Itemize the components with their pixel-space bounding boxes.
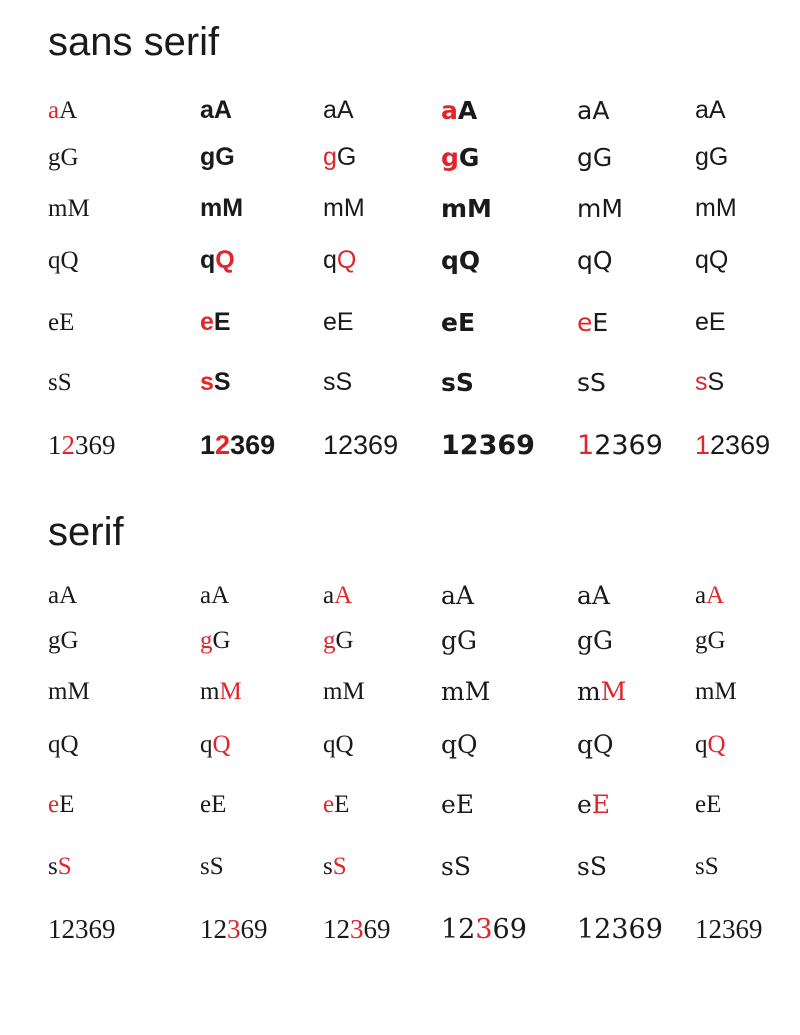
specimen-cell — [48, 628, 79, 653]
specimen-cell — [200, 370, 231, 395]
glyph: mM — [48, 678, 90, 705]
highlighted-glyph: S — [332, 853, 347, 880]
specimen-cell — [323, 854, 347, 879]
specimen-cell — [577, 679, 626, 704]
specimen-cell — [48, 854, 72, 879]
highlighted-glyph: e — [48, 791, 60, 818]
glyph: m — [200, 678, 220, 705]
glyph: eE — [200, 791, 227, 818]
highlighted-glyph: E — [591, 790, 611, 819]
highlighted-glyph: 3 — [227, 914, 241, 944]
glyph: aA — [695, 96, 726, 124]
glyph: eE — [441, 308, 476, 337]
specimen-cell — [323, 98, 354, 123]
section-title-serif: serif — [48, 510, 124, 554]
glyph: E — [59, 791, 75, 818]
glyph: sS — [200, 853, 224, 880]
glyph: qQ — [695, 246, 729, 274]
glyph: 69 — [240, 914, 268, 944]
specimen-cell — [695, 792, 721, 817]
glyph: S — [213, 368, 231, 396]
highlighted-glyph: 3 — [475, 914, 493, 945]
glyph: qQ — [577, 730, 614, 759]
glyph: s — [48, 853, 58, 880]
glyph: 12 — [441, 914, 476, 945]
specimen-cell — [200, 916, 268, 943]
specimen-cell — [695, 310, 726, 335]
highlighted-glyph: e — [200, 308, 214, 336]
specimen-cell — [48, 145, 79, 170]
specimen-cell — [48, 583, 77, 608]
specimen-cell — [577, 916, 663, 943]
specimen-cell — [441, 145, 479, 170]
highlighted-glyph: Q — [707, 731, 726, 758]
specimen-cell — [441, 370, 474, 395]
specimen-cell — [48, 432, 116, 459]
specimen-cell — [695, 370, 724, 395]
specimen-cell — [48, 196, 90, 221]
specimen-cell — [441, 792, 474, 817]
glyph: qQ — [48, 247, 79, 274]
highlighted-glyph: M — [219, 678, 242, 705]
glyph: gG — [200, 143, 235, 171]
specimen-cell — [48, 98, 77, 123]
glyph: 12 — [323, 914, 350, 944]
specimen-cell — [323, 196, 365, 221]
specimen-cell — [695, 196, 737, 221]
glyph: eE — [695, 308, 726, 336]
glyph: aA — [577, 581, 610, 610]
specimen-cell — [441, 732, 478, 757]
highlighted-glyph: a — [441, 96, 458, 125]
specimen-cell — [577, 854, 607, 879]
highlighted-glyph: s — [695, 368, 708, 396]
specimen-cell — [441, 628, 477, 653]
specimen-cell — [441, 916, 527, 943]
highlighted-glyph: e — [577, 308, 593, 337]
specimen-cell — [323, 310, 354, 335]
highlighted-glyph: S — [57, 853, 72, 880]
highlighted-glyph: Q — [215, 246, 235, 274]
specimen-cell — [695, 854, 719, 879]
specimen-cell — [695, 145, 728, 170]
highlighted-glyph: Q — [212, 731, 231, 758]
specimen-cell — [200, 854, 224, 879]
specimen-cell — [200, 196, 243, 221]
highlighted-glyph: 1 — [695, 430, 711, 460]
glyph: A — [457, 96, 478, 125]
specimen-cell — [695, 583, 724, 608]
specimen-cell — [441, 98, 477, 123]
glyph: mM — [441, 677, 491, 706]
highlighted-glyph: Q — [336, 246, 357, 274]
glyph: 12369 — [441, 430, 535, 461]
glyph: sS — [323, 368, 353, 396]
glyph: mM — [695, 678, 737, 705]
glyph: a — [323, 582, 335, 609]
highlighted-glyph: g — [200, 627, 213, 654]
specimen-cell — [200, 145, 235, 170]
specimen-cell — [441, 196, 492, 221]
specimen-cell — [695, 432, 770, 459]
highlighted-glyph: e — [323, 791, 335, 818]
specimen-cell — [577, 432, 663, 459]
specimen-cell — [200, 792, 226, 817]
specimen-cell — [323, 916, 391, 943]
glyph: aA — [200, 96, 232, 124]
glyph: sS — [441, 852, 471, 881]
glyph: A — [59, 97, 78, 124]
glyph: sS — [48, 369, 72, 396]
glyph: sS — [577, 852, 607, 881]
highlighted-glyph: a — [48, 97, 60, 124]
glyph: 12369 — [695, 914, 763, 944]
glyph: eE — [323, 308, 354, 336]
glyph: E — [334, 791, 350, 818]
highlighted-glyph: 2 — [215, 430, 231, 460]
glyph: q — [323, 246, 337, 274]
highlighted-glyph: 2 — [61, 430, 75, 460]
specimen-cell — [200, 583, 229, 608]
specimen-cell — [200, 679, 242, 704]
specimen-cell — [323, 370, 352, 395]
highlighted-glyph: g — [323, 627, 336, 654]
specimen-cell — [695, 628, 726, 653]
specimen-cell — [695, 679, 737, 704]
glyph: s — [323, 853, 333, 880]
glyph: aA — [577, 96, 610, 125]
specimen-cell — [577, 583, 610, 608]
glyph: 69 — [363, 914, 391, 944]
glyph: sS — [577, 368, 606, 397]
glyph: eE — [48, 309, 75, 336]
specimen-cell — [577, 310, 608, 335]
specimen-cell — [48, 248, 79, 273]
specimen-cell — [441, 679, 490, 704]
specimen-cell — [200, 98, 232, 123]
glyph: 369 — [230, 430, 276, 460]
glyph: 1 — [200, 430, 216, 460]
highlighted-glyph: 3 — [350, 914, 364, 944]
glyph: aA — [323, 96, 354, 124]
specimen-cell — [577, 145, 612, 170]
specimen-cell — [695, 248, 728, 273]
specimen-cell — [323, 628, 354, 653]
glyph: e — [577, 790, 592, 819]
glyph: sS — [441, 368, 474, 397]
glyph: 12 — [200, 914, 227, 944]
glyph: 69 — [492, 914, 527, 945]
glyph: G — [336, 143, 357, 171]
glyph: aA — [200, 582, 230, 609]
specimen-cell — [323, 732, 354, 757]
specimen-cell — [695, 98, 726, 123]
glyph: 2369 — [594, 430, 663, 461]
specimen-cell — [323, 792, 349, 817]
glyph: qQ — [441, 246, 481, 275]
specimen-cell — [200, 628, 231, 653]
specimen-cell — [48, 310, 74, 335]
specimen-cell — [577, 792, 610, 817]
glyph: 12369 — [48, 914, 116, 944]
specimen-cell — [323, 583, 352, 608]
specimen-cell — [323, 145, 356, 170]
specimen-cell — [200, 248, 235, 273]
specimen-cell — [48, 792, 74, 817]
highlighted-glyph: A — [706, 582, 725, 609]
glyph: eE — [695, 791, 722, 818]
highlighted-glyph: M — [600, 677, 627, 706]
glyph: 369 — [75, 430, 116, 460]
glyph: gG — [577, 626, 613, 655]
glyph: qQ — [323, 731, 354, 758]
highlighted-glyph: A — [334, 582, 353, 609]
specimen-cell — [577, 248, 613, 273]
specimen-cell — [577, 370, 606, 395]
glyph: aA — [48, 582, 78, 609]
glyph: mM — [200, 194, 244, 222]
specimen-cell — [577, 732, 614, 757]
specimen-cell — [577, 98, 609, 123]
specimen-cell — [200, 432, 275, 459]
specimen-cell — [441, 432, 535, 459]
glyph: 12369 — [577, 914, 663, 945]
specimen-cell — [200, 310, 231, 335]
specimen-cell — [48, 679, 90, 704]
glyph: gG — [48, 144, 79, 171]
specimen-cell — [323, 679, 365, 704]
glyph: gG — [48, 627, 79, 654]
glyph: gG — [695, 143, 729, 171]
glyph: mM — [48, 195, 90, 222]
glyph: q — [695, 731, 708, 758]
glyph: sS — [695, 853, 719, 880]
highlighted-glyph: 1 — [577, 430, 595, 461]
glyph: qQ — [577, 246, 613, 275]
specimen-cell — [577, 196, 623, 221]
glyph: S — [707, 368, 725, 396]
glyph: G — [212, 627, 231, 654]
glyph: qQ — [48, 731, 79, 758]
glyph: gG — [441, 626, 477, 655]
glyph: mM — [323, 678, 365, 705]
glyph: gG — [695, 627, 726, 654]
glyph: q — [200, 731, 213, 758]
glyph: E — [592, 308, 609, 337]
glyph: gG — [577, 143, 613, 172]
glyph: mM — [441, 194, 492, 223]
highlighted-glyph: g — [323, 143, 337, 171]
glyph: 2369 — [710, 430, 771, 460]
glyph: E — [213, 308, 231, 336]
section-title-sans-serif: sans serif — [48, 20, 220, 64]
glyph: mM — [695, 194, 737, 222]
highlighted-glyph: g — [441, 143, 459, 172]
highlighted-glyph: s — [200, 368, 214, 396]
glyph: G — [458, 143, 480, 172]
specimen-cell — [441, 854, 471, 879]
specimen-cell — [695, 916, 763, 943]
glyph: mM — [323, 194, 365, 222]
glyph: m — [577, 677, 601, 706]
glyph: qQ — [441, 730, 478, 759]
specimen-cell — [441, 310, 475, 335]
glyph: aA — [441, 581, 474, 610]
specimen-cell — [48, 732, 79, 757]
glyph: q — [200, 246, 216, 274]
glyph: a — [695, 582, 707, 609]
specimen-cell — [200, 732, 231, 757]
glyph: 1 — [48, 430, 62, 460]
glyph: G — [335, 627, 354, 654]
specimen-cell — [48, 916, 116, 943]
specimen-cell — [695, 732, 726, 757]
specimen-cell — [441, 248, 480, 273]
specimen-cell — [577, 628, 613, 653]
specimen-cell — [441, 583, 474, 608]
glyph: mM — [577, 194, 623, 223]
glyph: 12369 — [323, 430, 399, 460]
specimen-cell — [323, 248, 356, 273]
specimen-cell — [48, 370, 72, 395]
specimen-cell — [323, 432, 398, 459]
glyph: eE — [441, 790, 475, 819]
